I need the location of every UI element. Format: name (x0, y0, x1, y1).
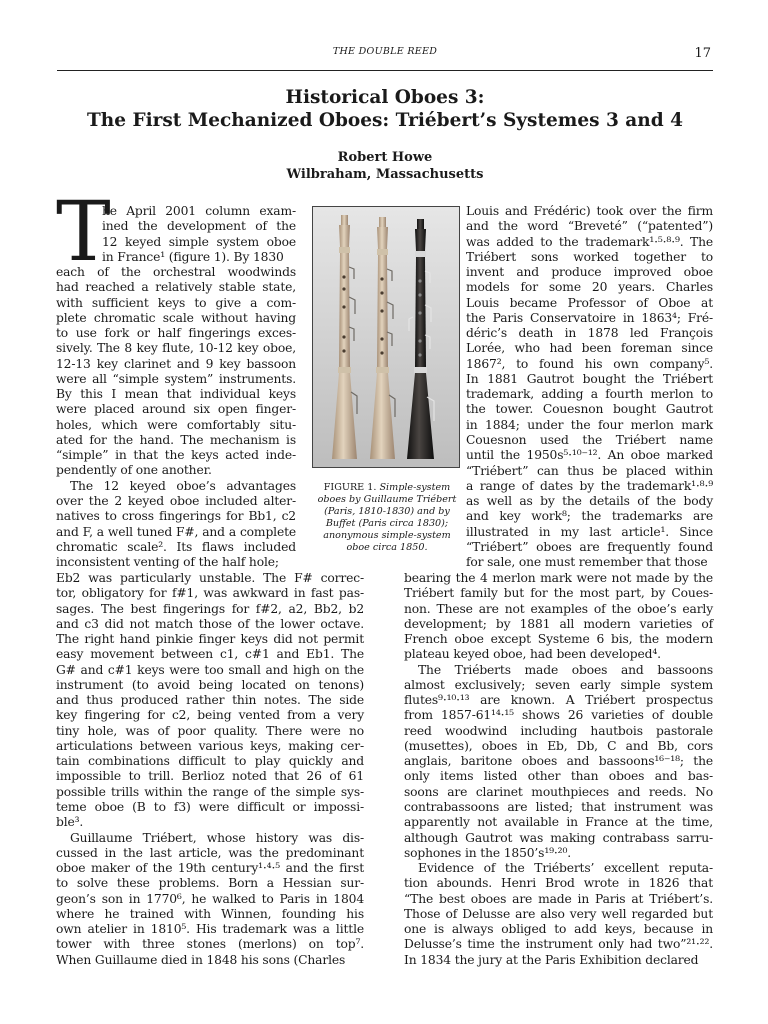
text-line: In 1834 the jury at the Paris Exhibition declared (404, 952, 699, 967)
text-line: teme oboe (B to f3) were difficult or impossi- (56, 799, 364, 814)
text-line: Louis became Professor of Oboe at (466, 295, 713, 310)
text-line: The 12 keyed oboe’s advantages (70, 478, 296, 493)
text-line: development; by 1881 all modern varieties of (404, 616, 713, 631)
text-line: were placed around six open finger- (56, 402, 296, 417)
text-line: articulations between various keys, making cer- (56, 738, 364, 753)
caption-line: Simple-system (379, 482, 451, 493)
text-line: and the word “Breveté” (“patented”) (466, 219, 713, 234)
text-line: although Gautrot was making contrabass sarru- (404, 830, 713, 845)
text-line: tion abounds. Henri Brod wrote in 1826 that (404, 876, 713, 891)
text-line: Triébert family but for the most part, by Coues- (404, 586, 713, 601)
text-line: “Triébert” can thus be placed within (466, 463, 713, 478)
text-line: sophones in the 1850’s¹⁹·²⁰. (404, 845, 571, 860)
text-line: natives to cross fingerings for Bb1, c2 (56, 509, 296, 524)
text-line: Triébert sons worked together to (466, 249, 713, 264)
author-name: Robert Howe (337, 150, 433, 165)
text-line: and c3 did not match those of the lower octave. (56, 616, 364, 631)
text-line: Those of Delusse are also very well regarded but (404, 906, 713, 921)
text-line: from 1857-61¹⁴·¹⁵ shows 26 varieties of double (404, 708, 713, 723)
article-title (57, 86, 713, 132)
caption-line: oboes by Guillaume Triébert (317, 494, 457, 505)
text-line: the Paris Conservatoire in 1863⁴; Fré- (466, 310, 713, 325)
left-column-top (102, 204, 296, 265)
text-line: Evidence of the Triéberts’ excellent reputa- (418, 861, 713, 876)
text-line: own atelier in 1810⁵. His trademark was a little (56, 922, 364, 937)
text-line: the tower. Couesnon bought Gautrot (466, 402, 713, 417)
text-line: plateau keyed oboe, had been developed⁴. (404, 647, 661, 662)
text-line: The right hand pinkie finger keys did not permit (56, 632, 364, 647)
author-location: Wilbraham, Massachusetts (286, 167, 484, 182)
text-line: flutes⁹·¹⁰·¹³ are known. A Triébert prospectus (404, 693, 713, 708)
caption-line: oboe circa 1850. (346, 542, 428, 553)
text-line: as well as by the details of the body (466, 494, 713, 509)
text-line: tower with three stones (merlons) on top⁷. (56, 937, 364, 952)
text-line: “The best oboes are made in Paris at Triébert’s. (404, 891, 713, 906)
text-line: to solve these problems. Born a Hessian sur- (56, 876, 364, 891)
left-column-bottom (56, 571, 364, 968)
text-line: Couesnon used the Triébert name (466, 432, 713, 447)
text-line: until the 1950s⁵·¹⁰⁻¹². An oboe marked (466, 448, 713, 463)
left-column-middle (56, 265, 296, 570)
text-line: apparently not available in France at the time, (404, 815, 713, 830)
text-line: were all “simple system” instruments. (56, 371, 296, 386)
text-line: 1867², to found his own company⁵. (466, 356, 713, 371)
text-line: a range of dates by the trademark¹·⁸·⁹ (466, 478, 713, 493)
text-line: reed woodwind including hautbois pastorale (404, 723, 713, 738)
text-line: déric’s death in 1878 led François (466, 326, 713, 341)
drop-cap: T (56, 185, 111, 280)
caption-line: anonymous simple-system (323, 530, 451, 541)
text-line: ble³. (56, 815, 84, 830)
text-line: over the 2 keyed oboe included alter- (56, 493, 296, 508)
text-line: Guillaume Triébert, whose history was dis- (70, 830, 364, 845)
text-line: and key work⁸; the trademarks are (466, 509, 713, 524)
running-header (57, 46, 713, 71)
text-line: (musettes), oboes in Eb, Db, C and Bb, cors (404, 738, 713, 753)
right-column-bottom (404, 571, 713, 968)
text-line: instrument (to avoid being located on tenons) (56, 677, 364, 692)
text-line: Louis and Frédéric) took over the firm (466, 204, 713, 218)
text-line: In 1881 Gautrot bought the Triébert (466, 371, 713, 386)
text-line: in France¹ (figure 1). By 1830 (102, 249, 284, 264)
text-line: models for some 20 years. Charles (466, 280, 713, 295)
text-line: tain combinations difficult to play quickly and (56, 754, 364, 769)
text-line: pendently of one another. (56, 463, 212, 478)
text-line: chromatic scale². Its flaws included (56, 539, 296, 554)
text-line: one is always obliged to add keys, because in (404, 922, 713, 937)
text-line: The Triéberts made oboes and bassoons (418, 662, 713, 677)
title-line-1: Historical Oboes 3: (285, 87, 485, 108)
text-line: ined the development of the (102, 219, 296, 234)
text-line: geon’s son in 1770⁶, he walked to Paris in 1804 (56, 891, 364, 906)
text-line: 12-13 key clarinet and 9 key bassoon (56, 356, 296, 371)
text-line: inconsistent venting of the half hole; (56, 555, 279, 570)
text-line: non. These are not examples of the oboe’s early (404, 601, 713, 616)
figure-label: FIGURE 1. (323, 482, 377, 493)
text-line: contrabassoons are listed; that instrument was (404, 799, 713, 814)
text-line: tor, obligatory for f#1, was awkward in fast pas- (56, 586, 364, 601)
text-line: “Triébert” oboes are frequently found (466, 539, 713, 554)
text-line: had reached a relatively stable state, (56, 280, 296, 295)
text-line: cussed in the last article, was the predominant (56, 845, 364, 860)
text-line: impossible to trill. Berlioz noted that 26 of 61 (56, 769, 364, 784)
text-line: illustrated in my last article¹. Since (466, 524, 713, 539)
title-line-2: The First Mechanized Oboes: Triébert’s Systemes 3 and 4 (87, 110, 683, 131)
text-line: holes, which were comfortably situ- (56, 417, 296, 432)
text-line: bearing the 4 merlon mark were not made by the (404, 571, 713, 585)
caption-line: (Paris, 1810-1830) and by (324, 506, 450, 517)
text-line: possible trills within the range of the simple sys- (56, 784, 364, 799)
text-line: only items listed other than oboes and bas- (404, 769, 713, 784)
text-line: easy movement between c1, c#1 and Eb1. The (56, 647, 364, 662)
text-line: was added to the trademark¹·⁵·⁸·⁹. The (466, 234, 713, 249)
text-line: and F, a well tuned F#, and a complete (56, 524, 296, 539)
oboes-illustration (313, 207, 460, 468)
text-line: he April 2001 column exam- (102, 204, 296, 218)
text-line: “simple” in that the keys acted inde- (56, 448, 296, 463)
text-line: 12 keyed simple system oboe (102, 234, 296, 249)
text-line: soons are clarinet mouthpieces and reeds. No (404, 784, 713, 799)
text-line: French oboe except Systeme 6 bis, the modern (404, 632, 713, 647)
text-line: key fingering for c2, being vented from a very (56, 708, 364, 723)
text-line: to use fork or half fingerings exces- (56, 326, 296, 341)
right-column-top (466, 204, 713, 570)
text-line: plete chromatic scale without having (56, 310, 296, 325)
text-line: with sufficient keys to give a com- (56, 295, 296, 310)
text-line: trademark, adding a fourth merlon to (466, 387, 713, 402)
text-line: in 1884; under the four merlon mark (466, 417, 713, 432)
journal-title: THE DOUBLE REED (332, 46, 438, 57)
text-line: ated for the hand. The mechanism is (56, 432, 296, 447)
text-line: invent and produce improved oboe (466, 265, 713, 280)
text-line: each of the orchestral woodwinds (56, 265, 296, 279)
text-line: Lorée, who had been foreman since (466, 341, 713, 356)
text-line: When Guillaume died in 1848 his sons (Charles (56, 952, 346, 967)
page-number: 17 (694, 46, 711, 61)
figure-caption (308, 482, 466, 554)
text-line: G# and c#1 keys were too small and high on the (56, 662, 364, 677)
text-line: for sale, one must remember that those (466, 555, 708, 570)
text-line: Eb2 was particularly unstable. The F# correc- (56, 571, 364, 585)
text-line: By this I mean that individual keys (56, 387, 296, 402)
figure-photo-oboes (312, 206, 460, 468)
text-line: sages. The best fingerings for f#2, a2, Bb2, b2 (56, 601, 364, 616)
text-line: tiny hole, was of poor quality. There were no (56, 723, 364, 738)
author-block (57, 149, 713, 183)
text-line: and thus produced rather thin notes. The side (56, 693, 364, 708)
caption-line: Buffet (Paris circa 1830); (325, 518, 449, 529)
text-line: anglais, baritone oboes and bassoons¹⁶⁻¹⁸; the (404, 754, 713, 769)
text-line: Delusse’s time the instrument only had two”²¹·²². (404, 937, 713, 952)
text-line: where he trained with Winnen, founding his (56, 906, 364, 921)
text-line: almost exclusively; seven early simple system (404, 677, 713, 692)
text-line: oboe maker of the 19th century¹·⁴·⁵ and the first (56, 861, 364, 876)
text-line: sively. The 8 key flute, 10-12 key oboe, (56, 341, 296, 356)
